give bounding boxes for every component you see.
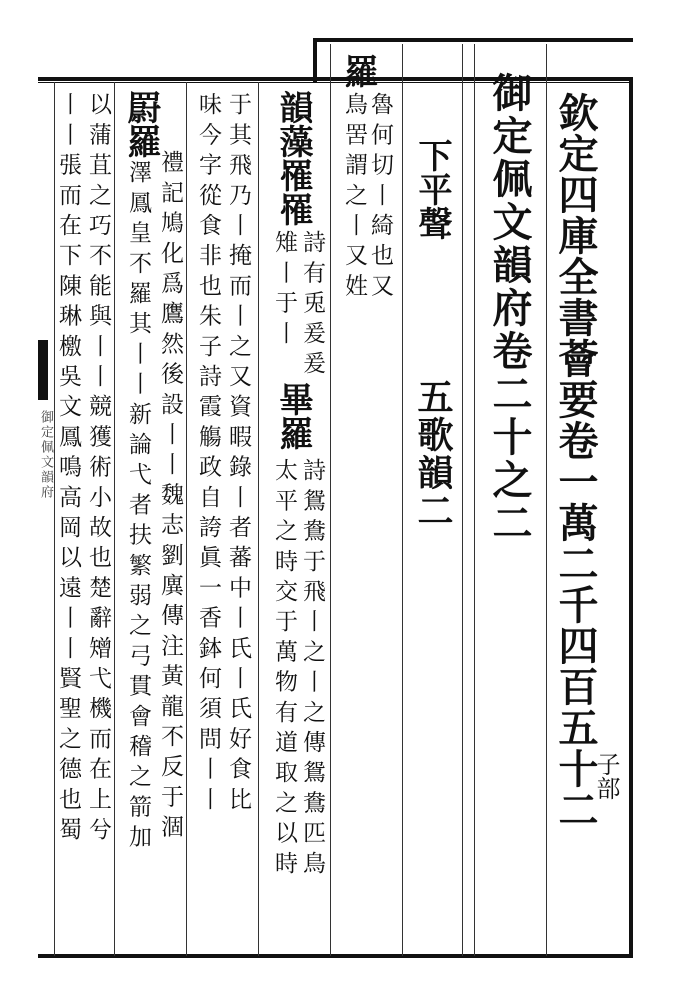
page-frame-right: [629, 79, 633, 957]
page-frame-top: [38, 77, 633, 81]
subtitle: 御定佩文韻府卷二十之二: [486, 72, 533, 545]
title-tab-left-border: [313, 38, 317, 82]
text-column: 丨丨張而在下陳琳檄吳文鳳鳴高岡以遠丨丨賢聖之德也蜀: [55, 92, 81, 847]
text-column: 鳥罟謂之丨又姓: [341, 92, 367, 304]
column-divider: [402, 44, 403, 956]
text-column: 味今字從食非也朱子詩霞觴政自誇眞一香鉢何須問丨丨: [195, 92, 221, 817]
text-column: 禮記鳩化爲鷹然後設丨丨魏志劉廙傳注黃龍不反于涸: [157, 150, 183, 845]
entry-head-weiluo: 罻羅: [121, 90, 161, 158]
column-divider: [330, 44, 331, 956]
main-title: 欽定四庫全書薈要卷一萬二千四百五十二: [552, 92, 599, 830]
entry-head-biluo: 畢羅: [273, 382, 313, 450]
text-column: 太平之時交于萬物有道取之以時: [271, 458, 297, 881]
text-column: 詩鴛鴦于飛丨之丨之傳鴛鴦匹鳥: [299, 458, 325, 881]
column-divider: [186, 82, 187, 956]
page-frame-bottom: [38, 954, 633, 958]
margin-bar: [38, 340, 48, 400]
text-column: 澤鳳皇不羅其丨丨新論弋者扶繁弱之弓貫會稽之箭加: [125, 160, 151, 855]
column-divider: [546, 44, 547, 956]
text-column: 于其飛乃丨掩而丨之又資暇錄丨者蕃中丨氏丨氏好食比: [225, 92, 251, 817]
column-divider: [474, 44, 475, 956]
entry-head-liluo: 罹罹: [273, 158, 313, 226]
margin-label: 御定佩文韻府: [38, 410, 53, 500]
rhyme-heading: 五歌韻二: [412, 378, 454, 530]
text-column: 詩有兎爰爰: [299, 230, 325, 381]
title-tab-top-border: [313, 38, 633, 42]
section-label-yunzao: 韻藻: [273, 90, 313, 158]
page-frame-top-inner: [38, 82, 633, 83]
column-divider: [462, 44, 463, 956]
column-divider: [114, 82, 115, 956]
category-label: 子部: [592, 752, 620, 800]
text-column: 雉丨于丨: [271, 230, 297, 351]
entry-head-luo: 羅: [338, 54, 378, 88]
text-column: 魯何切丨綺也又: [367, 92, 393, 304]
section-heading: 下平聲: [412, 138, 452, 240]
column-divider: [258, 82, 259, 956]
text-column: 以蒲苴之巧不能與丨丨競獲術小故也楚辭矰弋機而在上兮: [85, 92, 111, 847]
